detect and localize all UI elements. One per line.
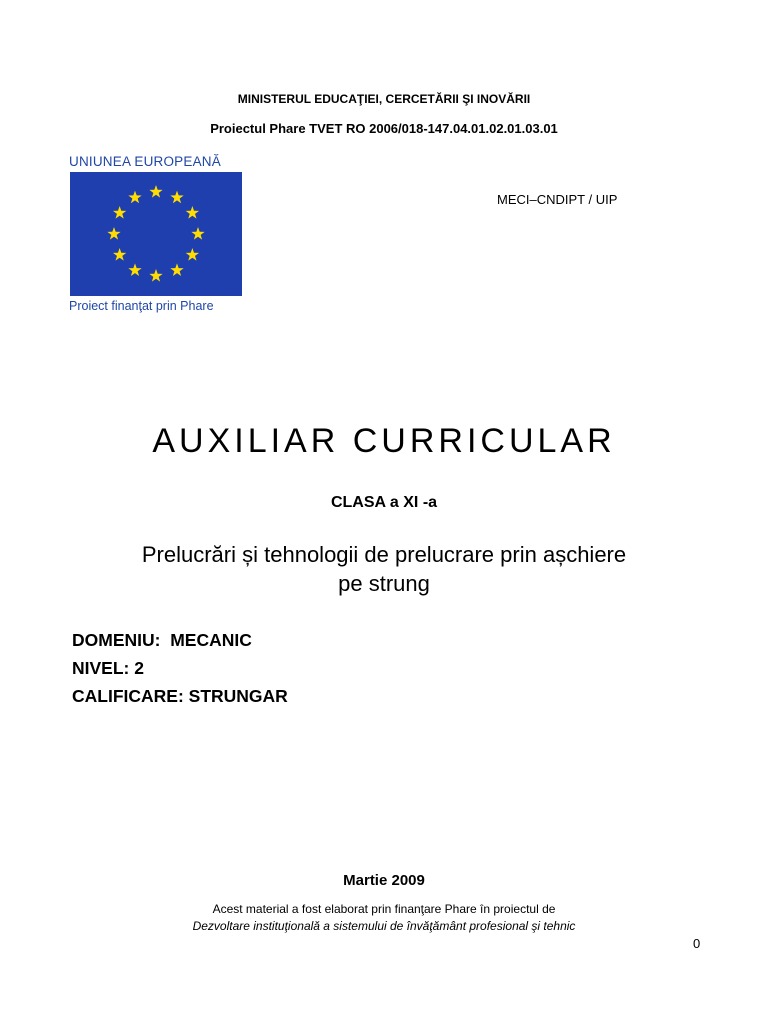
flag-star-icon — [186, 248, 199, 261]
unit-reference: MECI–CNDIPT / UIP — [497, 192, 618, 207]
qualification-info — [72, 626, 288, 710]
phare-funding-label: Proiect finanţat prin Phare — [69, 299, 214, 313]
flag-star-icon — [191, 227, 204, 240]
flag-star-icon — [128, 263, 141, 276]
flag-star-icon — [149, 185, 162, 198]
flag-star-icon — [149, 269, 162, 282]
qualification-field: CALIFICARE: STRUNGAR — [72, 686, 288, 706]
funding-note-line-1: Acest material a fost elaborat prin finanţare Phare în proiectul de — [212, 902, 556, 916]
flag-star-icon — [170, 263, 183, 276]
subject-line-2: pe strung — [338, 571, 430, 596]
flag-star-icon — [128, 191, 141, 204]
domain-field: DOMENIU: MECANIC — [72, 630, 252, 650]
flag-star-icon — [170, 191, 183, 204]
level-field: NIVEL: 2 — [72, 658, 144, 678]
flag-star-icon — [113, 206, 126, 219]
flag-star-icon — [113, 248, 126, 261]
eu-flag-logo — [70, 172, 242, 296]
publication-date: Martie 2009 — [343, 872, 425, 889]
flag-star-icon — [107, 227, 120, 240]
funding-note-line-2: Dezvoltare instituţională a sistemului de învăţământ profesional şi tehnic — [192, 919, 576, 933]
document-title: AUXILIAR CURRICULAR — [152, 422, 616, 460]
ministry-heading: MINISTERUL EDUCAŢIEI, CERCETĂRII ŞI INOVĂRII — [237, 92, 531, 106]
eu-stars-icon — [70, 172, 242, 296]
subject-line-1: Prelucrări și tehnologii de prelucrare prin așchiere — [141, 542, 627, 567]
subject-title — [0, 540, 768, 598]
flag-star-icon — [186, 206, 199, 219]
funding-note — [0, 901, 768, 935]
page-number: 0 — [693, 936, 701, 951]
eu-logo-label: UNIUNEA EUROPEANĂ — [69, 154, 221, 169]
class-level: CLASA a XI -a — [330, 494, 438, 511]
project-reference: Proiectul Phare TVET RO 2006/018-147.04.01.02.01.03.01 — [210, 121, 558, 136]
